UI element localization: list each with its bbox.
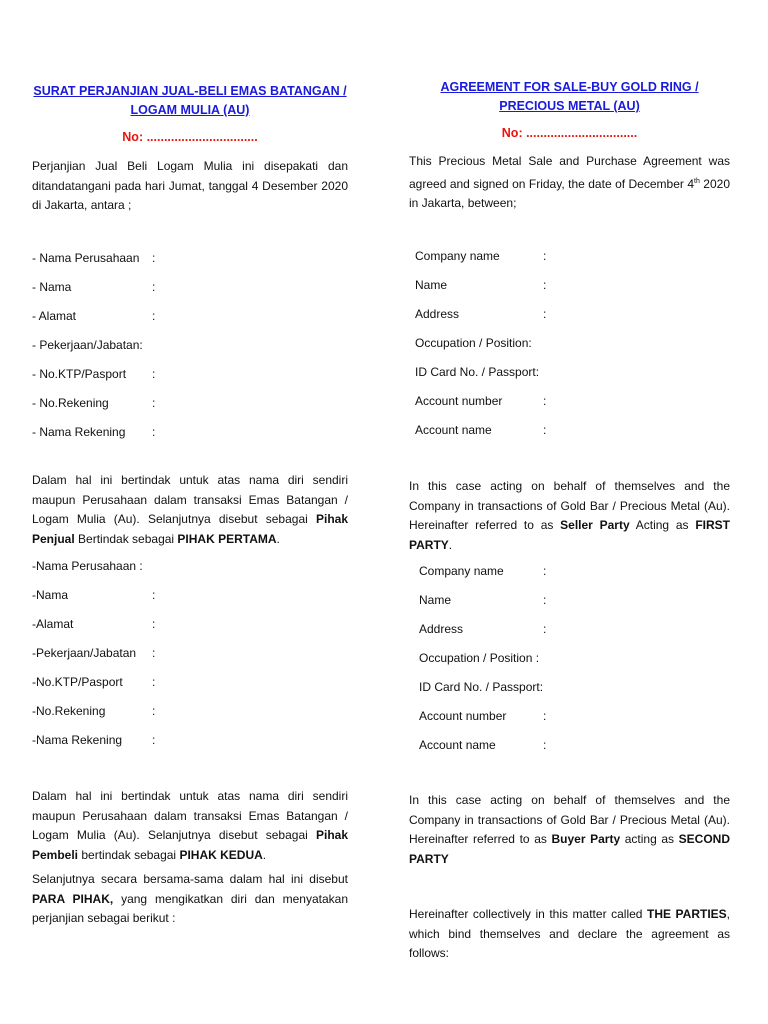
buyer-term: Buyer Party bbox=[551, 832, 621, 846]
first-party-term: FIRST PARTY bbox=[409, 518, 730, 552]
field-separator: : bbox=[152, 425, 156, 439]
field-label: - Nama bbox=[32, 280, 72, 294]
field-label: - No.KTP/Pasport bbox=[32, 367, 127, 381]
seller-term: Pihak Penjual bbox=[32, 512, 348, 546]
field-separator: : bbox=[152, 280, 156, 294]
field-separator: : bbox=[152, 588, 156, 602]
parties-paragraph: Selanjutnya secara bersama-sama dalam hal ini disebut PARA PIHAK, yang mengikatkan diri dan menyatakan perjanjian sebagai berikut : bbox=[32, 872, 348, 925]
field-separator: : bbox=[152, 617, 156, 631]
field-label: ID Card No. / Passport: bbox=[415, 365, 540, 379]
field-label: Name bbox=[415, 278, 448, 292]
field-separator: : bbox=[152, 251, 156, 265]
field-separator: : bbox=[152, 704, 156, 718]
field-separator: : bbox=[543, 394, 547, 408]
field-label: - Pekerjaan/Jabatan: bbox=[32, 338, 143, 352]
field-label: Name bbox=[419, 593, 452, 607]
field-label: -Nama Perusahaan : bbox=[32, 559, 143, 573]
field-label: - No.Rekening bbox=[32, 396, 109, 410]
field-separator: : bbox=[543, 593, 547, 607]
seller-term: Seller Party bbox=[560, 518, 630, 532]
field-separator: : bbox=[543, 423, 547, 437]
field-label: -Alamat bbox=[32, 617, 74, 631]
field-separator: : bbox=[543, 307, 547, 321]
buyer-paragraph: In this case acting on behalf of themselves and the Company in transactions of Gold Bar / Precious Metal (Au). Hereinafter referred to as Buyer Party acting as SECOND PARTY bbox=[409, 793, 730, 866]
field-label: Account name bbox=[415, 423, 492, 437]
field-label: Company name bbox=[419, 564, 504, 578]
field-separator: : bbox=[543, 564, 547, 578]
field-separator: : bbox=[152, 367, 156, 381]
buyer-paragraph: Dalam hal ini bertindak untuk atas nama diri sendiri maupun Perusahaan dalam transaksi Emas Batangan / Logam Mulia (Au). Selanjutnya disebut sebagai Pihak Pembeli bertindak sebagai PIHAK KEDUA. bbox=[32, 789, 348, 862]
parties-term: THE PARTIES bbox=[647, 907, 727, 921]
parties-paragraph: Hereinafter collectively in this matter called THE PARTIES, which bind themselves and declare the agreement as follows: bbox=[409, 907, 731, 960]
field-separator: : bbox=[543, 709, 547, 723]
second-party-term: SECOND PARTY bbox=[409, 832, 730, 866]
field-label: -Nama bbox=[32, 588, 69, 602]
field-label: Company name bbox=[415, 249, 500, 263]
field-separator: : bbox=[152, 396, 156, 410]
field-label: ID Card No. / Passport: bbox=[419, 680, 544, 694]
field-separator: : bbox=[152, 309, 156, 323]
parties-term: PARA PIHAK, bbox=[32, 891, 114, 906]
field-label: - Nama Perusahaan bbox=[32, 251, 140, 265]
field-label: Account number bbox=[419, 709, 507, 723]
field-label: -No.Rekening bbox=[32, 704, 106, 718]
field-separator: : bbox=[543, 278, 547, 292]
field-separator: : bbox=[543, 738, 547, 752]
buyer-term: Pihak Pembeli bbox=[32, 828, 348, 862]
field-label: - Nama Rekening bbox=[32, 425, 126, 439]
field-label: -No.KTP/Pasport bbox=[32, 675, 123, 689]
field-separator: : bbox=[152, 733, 156, 747]
first-party-term: PIHAK PERTAMA bbox=[177, 531, 277, 546]
field-label: Occupation / Position : bbox=[419, 651, 540, 665]
field-separator: : bbox=[152, 675, 156, 689]
intro-paragraph: Perjanjian Jual Beli Logam Mulia ini disepakati dan ditandatangani pada hari Jumat, tanggal 4 Desember 2020 di Jakarta, antara ; bbox=[32, 159, 348, 212]
field-label: -Nama Rekening bbox=[32, 733, 123, 747]
agreement-number: No: ................................ bbox=[501, 126, 638, 140]
field-label: Address bbox=[415, 307, 460, 321]
field-separator: : bbox=[152, 646, 156, 660]
field-label: - Alamat bbox=[32, 309, 77, 323]
document-title: AGREEMENT FOR SALE-BUY GOLD RING / PRECIOUS METAL (AU) bbox=[440, 80, 699, 113]
field-separator: : bbox=[543, 249, 547, 263]
document-title: SURAT PERJANJIAN JUAL-BELI EMAS BATANGAN / LOGAM MULIA (AU) bbox=[33, 84, 347, 117]
field-label: Address bbox=[419, 622, 464, 636]
field-label: Account name bbox=[419, 738, 496, 752]
agreement-number: No: ................................ bbox=[122, 130, 258, 144]
second-party-term: PIHAK KEDUA bbox=[179, 847, 263, 862]
field-label: Occupation / Position: bbox=[415, 336, 532, 350]
field-label: Account number bbox=[415, 394, 503, 408]
intro-paragraph: This Precious Metal Sale and Purchase Agreement was agreed and signed on Friday, the date of December 4th 2020 in Jakarta, between; bbox=[409, 154, 730, 210]
seller-paragraph: In this case acting on behalf of themselves and the Company in transactions of Gold Bar / Precious Metal (Au). Hereinafter referred to as Seller Party Acting as FIRST PARTY. bbox=[409, 479, 730, 552]
field-label: -Pekerjaan/Jabatan bbox=[32, 646, 137, 660]
seller-paragraph: Dalam hal ini bertindak untuk atas nama diri sendiri maupun Perusahaan dalam transaksi Emas Batangan / Logam Mulia (Au). Selanjutnya disebut sebagai Pihak Penjual Bertindak sebagai PIHAK PERTAMA. bbox=[32, 473, 348, 546]
field-separator: : bbox=[543, 622, 547, 636]
